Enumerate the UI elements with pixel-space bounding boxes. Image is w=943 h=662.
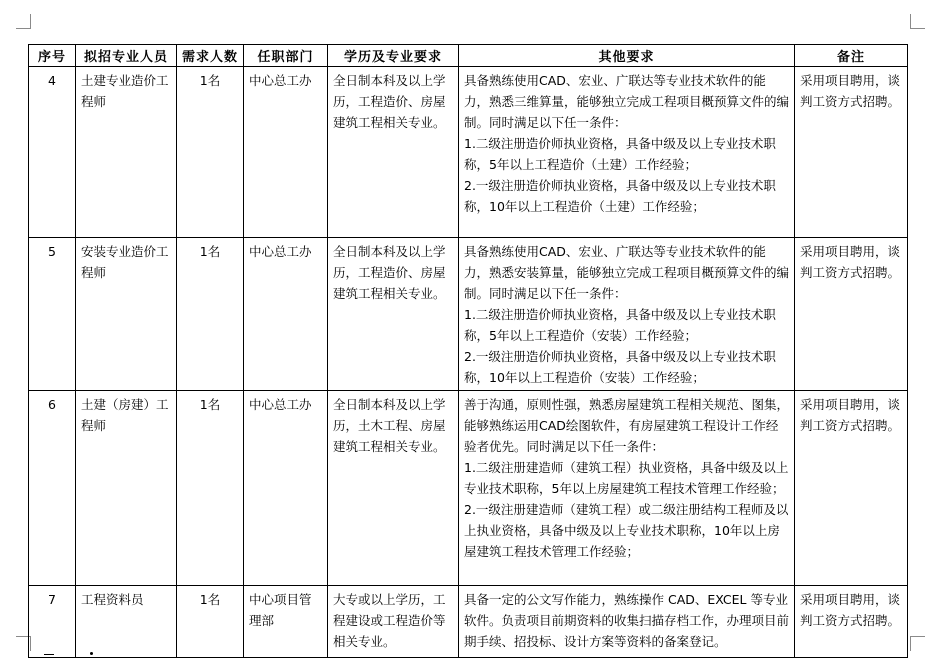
row-number: 5	[29, 238, 76, 391]
requirement-item: 1.二级注册建造师（建筑工程）执业资格，具备中级及以上专业技术职称，5年以上房屋建筑工程技术管理工作经验；	[464, 460, 789, 496]
row-other-requirements	[459, 391, 795, 586]
row-note: 采用项目聘用，谈判工资方式招聘。	[795, 238, 908, 391]
header-other-requirements: 其他要求	[459, 45, 795, 67]
row-number: 6	[29, 391, 76, 586]
row-note: 采用项目聘用，谈判工资方式招聘。	[795, 67, 908, 238]
header-note: 备注	[795, 45, 908, 67]
requirement-intro: 具备熟练使用CAD、宏业、广联达等专业技术软件的能力，熟悉三维算量，能够独立完成工程项目概预算文件的编制。同时满足以下任一条件：	[464, 73, 790, 130]
footer-dash-mark	[44, 654, 54, 655]
row-education: 全日制本科及以上学历，工程造价、房屋建筑工程相关专业。	[328, 67, 459, 238]
requirement-item: 1.二级注册造价师执业资格，具备中级及以上专业技术职称，5年以上工程造价（安装）工作经验；	[464, 307, 776, 343]
table-row	[29, 238, 908, 391]
row-position: 工程资料员	[76, 586, 177, 658]
row-department: 中心总工办	[244, 391, 328, 586]
requirement-item: 2.一级注册造价师执业资格，具备中级及以上专业技术职称，10年以上工程造价（土建）工作经验；	[464, 178, 776, 214]
table-row	[29, 586, 908, 658]
header-department: 任职部门	[244, 45, 328, 67]
row-education: 全日制本科及以上学历，土木工程、房屋建筑工程相关专业。	[328, 391, 459, 586]
row-education: 全日制本科及以上学历，工程造价、房屋建筑工程相关专业。	[328, 238, 459, 391]
row-count: 1名	[177, 238, 244, 391]
requirement-item: 1.二级注册造价师执业资格，具备中级及以上专业技术职称，5年以上工程造价（土建）工作经验；	[464, 136, 776, 172]
row-number: 4	[29, 67, 76, 238]
row-other-requirements	[459, 67, 795, 238]
row-position: 土建专业造价工程师	[76, 67, 177, 238]
requirement-intro: 善于沟通，原则性强，熟悉房屋建筑工程相关规范、图集，能够熟练运用CAD绘图软件，有房屋建筑工程设计工作经验者优先。同时满足以下任一条件：	[464, 397, 790, 454]
requirement-intro: 具备一定的公文写作能力，熟练操作 CAD、EXCEL 等专业软件。负责项目前期资料的收集扫描存档工作，办理项目前期手续、招投标、设计方案等资料的备案登记。	[464, 592, 790, 649]
row-note: 采用项目聘用，谈判工资方式招聘。	[795, 391, 908, 586]
row-department: 中心总工办	[244, 67, 328, 238]
row-count: 1名	[177, 67, 244, 238]
page-corner-mark-top-right	[910, 14, 925, 29]
recruitment-table	[28, 44, 908, 658]
header-count: 需求人数	[177, 45, 244, 67]
row-education: 大专或以上学历，工程建设或工程造价等相关专业。	[328, 586, 459, 658]
table-row	[29, 67, 908, 238]
row-department: 中心项目管理部	[244, 586, 328, 658]
row-number: 7	[29, 586, 76, 658]
header-number: 序号	[29, 45, 76, 67]
row-department: 中心总工办	[244, 238, 328, 391]
row-position: 土建（房建）工程师	[76, 391, 177, 586]
row-other-requirements	[459, 586, 795, 658]
requirement-item: 2.一级注册建造师（建筑工程）或二级注册结构工程师及以上执业资格，具备中级及以上专业技术职称，10年以上房屋建筑工程技术管理工作经验；	[464, 502, 789, 559]
row-note: 采用项目聘用，谈判工资方式招聘。	[795, 586, 908, 658]
requirement-item: 2.一级注册造价师执业资格，具备中级及以上专业技术职称，10年以上工程造价（安装）工作经验；	[464, 349, 776, 385]
requirement-intro: 具备熟练使用CAD、宏业、广联达等专业技术软件的能力，熟悉安装算量，能够独立完成工程项目概预算文件的编制。同时满足以下任一条件：	[464, 244, 790, 301]
row-count: 1名	[177, 586, 244, 658]
page-corner-mark-top-left	[16, 14, 31, 29]
page-corner-mark-bottom-right	[910, 636, 925, 651]
header-position: 拟招专业人员	[76, 45, 177, 67]
table-row	[29, 391, 908, 586]
row-other-requirements	[459, 238, 795, 391]
footer-dot-mark	[90, 652, 93, 655]
table-header-row	[29, 45, 908, 67]
row-position: 安装专业造价工程师	[76, 238, 177, 391]
row-count: 1名	[177, 391, 244, 586]
header-education: 学历及专业要求	[328, 45, 459, 67]
